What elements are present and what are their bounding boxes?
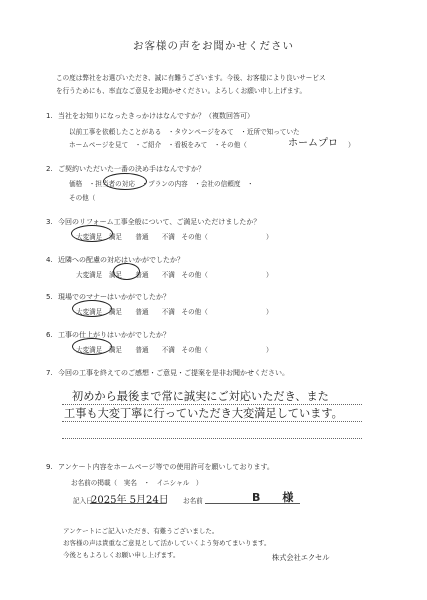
outro-line-1: アンケートにご記入いただき、有難うございました。 — [63, 527, 219, 535]
question-6-text: 工事の仕上がりはいかがでしたか？ — [58, 331, 170, 339]
question-4-text: 近隣への配慮の対応はいかがでしたか？ — [58, 256, 184, 264]
name-publish-option: お名前の掲載（ 実名 ・ イニシャル ） — [71, 479, 203, 487]
question-2-text: ご契約いただいた一番の決め手はなんですか？ — [58, 165, 205, 173]
question-9-text: アンケート内容をホームページ等での使用許可を願いしております。 — [58, 463, 274, 471]
answer-circle-q2 — [103, 173, 147, 190]
question-1-close-paren: ） — [348, 141, 355, 149]
question-5-close-paren: ） — [266, 308, 273, 316]
question-5 — [46, 292, 170, 302]
date-value-handwritten: 2025年 5月24日 — [91, 495, 169, 506]
answer-circle-q3 — [71, 225, 113, 242]
question-6-options: 大変満足 満足 普通 不満 その他（ — [76, 346, 208, 354]
question-6-close-paren: ） — [266, 346, 273, 354]
name-label: お名前 — [183, 497, 203, 505]
question-5-text: 現場でのマナーはいかがでしたか？ — [58, 293, 170, 301]
question-7-answer-line-1: 初めから最後まで常に誠実にご対応いただき、また — [72, 390, 329, 403]
question-7-number: 7. — [46, 369, 53, 377]
question-2-options-line-1: 価格 ・担当者の対応 ・プランの内容 ・会社の信頼度 ・ — [69, 180, 254, 188]
answer-circle-q5 — [72, 300, 112, 317]
question-9-number: 9. — [46, 463, 53, 471]
question-7 — [46, 368, 289, 378]
question-7-text: 今回の工事を終えてのご感想・ご意見・ご提案を是非お聞かせください。 — [58, 369, 289, 377]
question-4-options: 大変満足 満足 普通 不満 その他（ — [76, 271, 208, 279]
date-underline — [90, 503, 166, 504]
answer-circle-q6 — [72, 338, 112, 355]
question-1-options-line-2: ホームページを見て ・ご紹介 ・看板をみて ・その他（ — [69, 141, 247, 149]
question-4-number: 4. — [46, 256, 53, 264]
answer-circle-q4 — [113, 263, 140, 280]
question-3-options: 大変満足 満足 普通 不満 その他（ — [76, 233, 208, 241]
intro-line-1: この度は弊社をお選びいただき、誠に有難うございます。今後、お客様により良いサービス — [56, 74, 326, 82]
question-3-text: 今回のリフォーム工事全般について、ご満足いただけましたか？ — [58, 218, 261, 226]
question-1-text: 当社をお知りになったきっかけはなんですか？（複数回答可） — [58, 112, 254, 120]
question-7-answer-line-2: 工事も大変丁寧に行っていただき大変満足しています。 — [64, 407, 343, 420]
name-underline — [205, 503, 300, 504]
question-1-number: 1. — [46, 112, 53, 120]
question-1-options-line-1: 以前工事を依頼したことがある ・タウンページをみて ・近所で知っていた — [69, 128, 300, 136]
question-1 — [46, 111, 254, 121]
name-value: B 様 — [252, 491, 294, 504]
intro-line-2: を行うためにも、率直なご意見をお聞かせください。よろしくお願い申し上げます。 — [56, 87, 307, 95]
question-5-options: 大変満足 満足 普通 不満 その他（ — [76, 308, 208, 316]
question-1-answer-handwritten: ホームプロ — [288, 138, 338, 149]
question-9 — [46, 462, 274, 472]
question-4 — [46, 255, 184, 265]
question-3 — [46, 217, 260, 227]
question-4-close-paren: ） — [266, 271, 273, 279]
question-5-number: 5. — [46, 293, 53, 301]
page-title: お客様の声をお聞かせください — [133, 40, 294, 52]
question-3-number: 3. — [46, 218, 53, 226]
outro-line-2: お客様の声は貴重なご意見として活かしていくよう努めてまいります。 — [63, 539, 271, 547]
answer-ruled-line-3 — [62, 438, 362, 439]
question-6 — [46, 330, 170, 340]
outro-line-3: 今後ともよろしくお願い申し上げます。 — [63, 551, 180, 559]
date-label: 記入日 — [73, 497, 93, 505]
answer-ruled-line-2 — [62, 421, 362, 422]
question-3-close-paren: ） — [266, 233, 273, 241]
question-2-options-line-2: その他（ — [69, 194, 96, 202]
company-name: 株式会社エクセル — [272, 553, 330, 562]
question-2-number: 2. — [46, 165, 53, 173]
question-6-number: 6. — [46, 331, 53, 339]
